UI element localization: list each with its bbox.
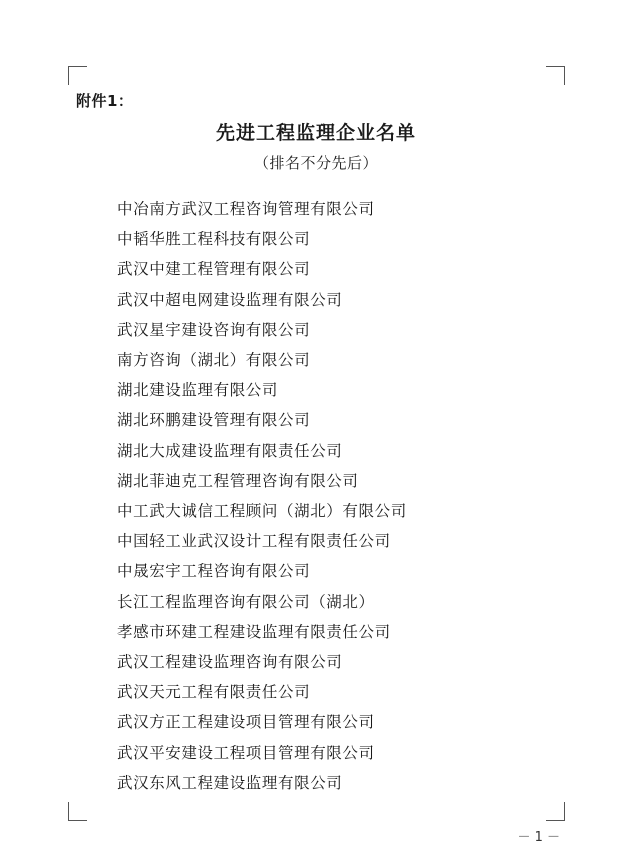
list-item: 武汉东风工程建设监理有限公司 [117, 773, 343, 792]
attachment-label: 附件1： [76, 92, 134, 110]
list-item: 中工武大诚信工程顾问（湖北）有限公司 [117, 502, 407, 521]
list-item: 武汉中超电网建设监理有限公司 [117, 290, 343, 309]
list-item: 武汉中建工程管理有限公司 [117, 260, 311, 279]
list-item: 湖北建设监理有限公司 [117, 381, 279, 400]
list-item: 武汉平安建设工程项目管理有限公司 [117, 743, 375, 762]
page-title: 先进工程监理企业名单 [215, 122, 416, 144]
list-item: 湖北环鹏建设管理有限公司 [117, 411, 311, 430]
page-subtitle: （排名不分先后） [253, 154, 378, 172]
list-item: 中冶南方武汉工程咨询管理有限公司 [117, 200, 375, 218]
list-item: 孝感市环建工程建设监理有限责任公司 [117, 622, 391, 641]
list-item: 中国轻工业武汉设计工程有限责任公司 [117, 532, 391, 551]
list-item: 长江工程监理咨询有限公司（湖北） [117, 592, 375, 611]
crop-mark-bottom-right [546, 802, 565, 821]
list-item: 中晟宏宇工程咨询有限公司 [117, 562, 311, 581]
list-item: 武汉星宇建设咨询有限公司 [117, 320, 311, 339]
list-item: 武汉工程建设监理咨询有限公司 [117, 653, 343, 672]
crop-mark-top-left [68, 66, 87, 85]
crop-mark-top-right [546, 66, 565, 85]
crop-mark-bottom-left [68, 802, 87, 821]
page-number: － 1 － [517, 830, 560, 845]
list-item: 南方咨询（湖北）有限公司 [117, 351, 311, 370]
list-item: 武汉天元工程有限责任公司 [117, 683, 311, 702]
list-item: 湖北菲迪克工程管理咨询有限公司 [117, 471, 359, 490]
list-item: 武汉方正工程建设项目管理有限公司 [117, 713, 375, 732]
company-list [117, 194, 537, 798]
list-item: 中韬华胜工程科技有限公司 [117, 230, 311, 249]
list-item: 湖北大成建设监理有限责任公司 [117, 441, 343, 460]
